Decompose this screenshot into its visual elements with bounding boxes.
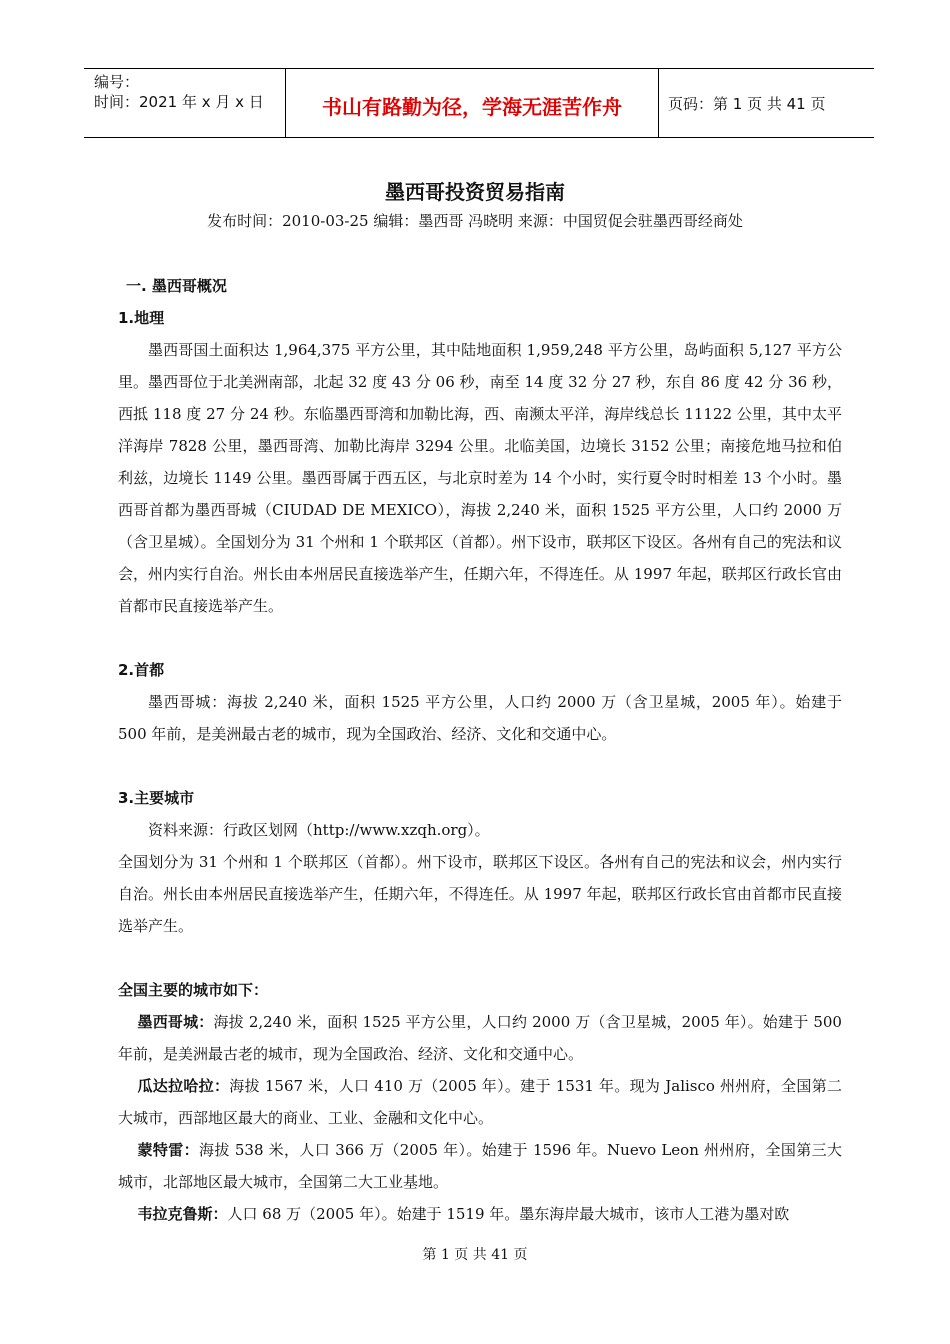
section-overview-heading: 一. 墨西哥概况 (126, 277, 227, 295)
city-paragraph (118, 1198, 842, 1230)
admin-paragraph: 全国划分为 31 个州和 1 个联邦区（首都）。州下设市，联邦区下设区。各州有自己的宪法和议会，州内实行自治。州长由本州居民直接选举产生，任期六年，不得连任。从 1997 年起，联邦区行政长官由首都市民直接选举产生。 (118, 853, 842, 935)
doc-number-label: 编号： (94, 73, 140, 91)
header-page-cell (658, 69, 874, 137)
city-paragraph (118, 1006, 842, 1070)
section-cities-heading: 3.主要城市 (118, 789, 195, 807)
section-geography-heading: 1.地理 (118, 309, 165, 327)
city-name: 瓜达拉哈拉： (137, 1077, 230, 1095)
city-text: 人口 68 万（2005 年）。始建于 1519 年。墨东海岸最大城市，该市人工港为墨对欧 (227, 1205, 790, 1223)
header-motto-cell (285, 69, 659, 137)
doc-date-label: 时间：2021 年 x 月 x 日 (94, 93, 264, 111)
doc-body (118, 270, 842, 1230)
doc-meta: 发布时间：2010-03-25 编辑：墨西哥 冯晓明 来源：中国贸促会驻墨西哥经商处 (207, 212, 743, 230)
city-name: 墨西哥城： (137, 1013, 214, 1031)
city-paragraph (118, 1134, 842, 1198)
capital-paragraph: 墨西哥城：海拔 2,240 米，面积 1525 平方公里，人口约 2000 万（含卫星城，2005 年）。始建于 500 年前，是美洲最古老的城市，现为全国政治、经济、文化和交通中心。 (118, 693, 842, 743)
source-paragraph: 资料来源：行政区划网（http://www.xzqh.org）。 (148, 821, 490, 839)
city-text: 海拔 1567 米，人口 410 万（2005 年）。建于 1531 年。现为 Jalisco 州州府，全国第二大城市，西部地区最大的商业、工业、金融和文化中心。 (118, 1077, 842, 1127)
city-name: 韦拉克鲁斯： (137, 1205, 228, 1223)
city-paragraph (118, 1070, 842, 1134)
header-table (84, 68, 874, 138)
geography-paragraph: 墨西哥国土面积达 1,964,375 平方公里，其中陆地面积 1,959,248 平方公里，岛屿面积 5,127 平方公里。墨西哥位于北美洲南部，北起 32 度 43 分 06 秒，南至 14 度 32 分 27 秒，东自 86 度 42 分 36 秒，西抵 118 度 27 分 24 秒。东临墨西哥湾和加勒比海，西、南濒太平洋，海岸线总长 11122 公里，其中太平洋海岸 7828 公里，墨西哥湾、加勒比海岸 3294 公里。北临美国，边境长 3152 公里；南接危地马拉和伯利兹，边境长 1149 公里。墨西哥属于西五区，与北京时差为 14 个小时，实行夏令时时相差 13 个小时。墨西哥首都为墨西哥城（CIUDAD DE MEXICO），海拔 2,240 米，面积 1525 平方公里，人口约 2000 万（含卫星城）。全国划分为 31 个州和 1 个联邦区（首都）。州下设市，联邦区下设区。各州有自己的宪法和议会，州内实行自治。州长由本州居民直接选举产生，任期六年，不得连任。从 1997 年起，联邦区行政长官由首都市民直接选举产生。 (118, 341, 842, 615)
main-cities-heading: 全国主要的城市如下： (118, 981, 269, 999)
page-footer: 第 1 页 共 41 页 (422, 1247, 528, 1263)
section-capital-heading: 2.首都 (118, 661, 165, 679)
city-text: 海拔 538 米，人口 366 万（2005 年）。始建于 1596 年。Nuevo Leon 州州府，全国第三大城市，北部地区最大城市，全国第二大工业基地。 (118, 1141, 842, 1191)
doc-title: 墨西哥投资贸易指南 (385, 180, 565, 204)
header-page-info: 页码：第 1 页 共 41 页 (668, 95, 826, 113)
city-text: 海拔 2,240 米，面积 1525 平方公里，人口约 2000 万（含卫星城，2005 年）。始建于 500 年前，是美洲最古老的城市，现为全国政治、经济、文化和交通中心。 (118, 1013, 842, 1063)
header-left-cell (84, 69, 284, 137)
city-name: 蒙特雷： (137, 1141, 199, 1159)
header-motto: 书山有路勤为径，学海无涯苦作舟 (322, 95, 622, 119)
